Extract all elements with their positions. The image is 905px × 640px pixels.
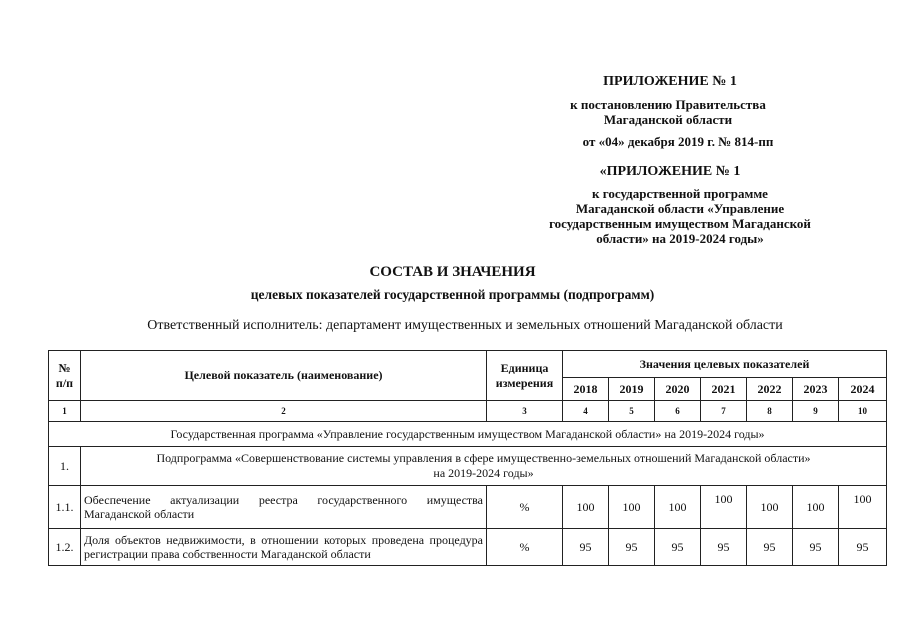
indicator-value: 95	[793, 529, 839, 566]
col-values-header: Значения целевых показателей	[563, 351, 887, 378]
row-number: 1.2.	[49, 529, 81, 566]
col-number: 5	[609, 401, 655, 422]
program-row	[49, 422, 887, 447]
col-number: 6	[655, 401, 701, 422]
indicator-value: 95	[655, 529, 701, 566]
col-number: 8	[747, 401, 793, 422]
subprogram-title	[81, 447, 887, 486]
col-number: 7	[701, 401, 747, 422]
year-header: 2022	[747, 378, 793, 401]
col-number: 1	[49, 401, 81, 422]
indicator-value: 100	[609, 486, 655, 529]
table-row	[49, 529, 887, 566]
document-subtitle: целевых показателей государственной программы (подпрограмм)	[250, 287, 655, 302]
header-row	[49, 351, 887, 378]
decree-ref-line-2: Магаданской области	[603, 112, 733, 127]
col-name-header: Целевой показатель (наименование)	[81, 351, 487, 401]
row-number: 1.1.	[49, 486, 81, 529]
indicator-value: 100	[793, 486, 839, 529]
table-row	[49, 486, 887, 529]
subprogram-line-1: Подпрограмма «Совершенствование системы управления в сфере имущественно-земельных отношений Магаданской области»	[156, 451, 811, 465]
appendix2-title: «ПРИЛОЖЕНИЕ № 1	[599, 164, 741, 179]
document-title: СОСТАВ И ЗНАЧЕНИЯ	[369, 264, 536, 280]
appendix-title: ПРИЛОЖЕНИЕ № 1	[603, 74, 737, 89]
col-number: 3	[487, 401, 563, 422]
year-header: 2019	[609, 378, 655, 401]
col-number: 4	[563, 401, 609, 422]
year-header: 2020	[655, 378, 701, 401]
year-header: 2023	[793, 378, 839, 401]
subprogram-row	[49, 447, 887, 486]
col-number: 9	[793, 401, 839, 422]
decree-date: от «04» декабря 2019 г. № 814-пп	[582, 134, 774, 149]
decree-ref-line-1: к постановлению Правительства	[570, 97, 766, 112]
subprogram-line-2: на 2019-2024 годы»	[433, 466, 534, 480]
indicator-unit: %	[487, 486, 563, 529]
indicator-value: 100	[701, 486, 747, 529]
indicator-value: 100	[747, 486, 793, 529]
indicator-value: 100	[563, 486, 609, 529]
col-num-header: № п/п	[49, 351, 81, 401]
col-number: 10	[839, 401, 887, 422]
year-header: 2024	[839, 378, 887, 401]
subprogram-number: 1.	[49, 447, 81, 486]
indicator-value: 95	[701, 529, 747, 566]
indicator-unit: %	[487, 529, 563, 566]
program-ref-line-1: к государственной программе	[592, 186, 768, 201]
program-title: Государственная программа «Управление государственным имуществом Магаданской области» на 2019-2024 годы»	[49, 422, 887, 447]
indicator-value: 100	[655, 486, 701, 529]
program-reference	[520, 186, 840, 246]
indicator-value: 95	[609, 529, 655, 566]
col-number: 2	[81, 401, 487, 422]
program-ref-line-3: государственным имуществом Магаданской	[549, 216, 811, 231]
col-unit-header: Единица измерения	[487, 351, 563, 401]
indicator-value: 95	[747, 529, 793, 566]
indicator-value: 100	[839, 486, 887, 529]
column-numbers-row	[49, 401, 887, 422]
indicator-value: 95	[839, 529, 887, 566]
year-header: 2018	[563, 378, 609, 401]
decree-reference	[548, 97, 788, 127]
responsible-executor: Ответственный исполнитель: департамент имущественных и земельных отношений Магаданской области	[147, 318, 783, 333]
indicator-value: 95	[563, 529, 609, 566]
indicator-name: Доля объектов недвижимости, в отношении которых проведена процедура регистрации права собственности Магаданской области	[81, 529, 487, 566]
program-ref-line-4: области» на 2019-2024 годы»	[596, 231, 764, 246]
indicators-table	[48, 350, 887, 566]
year-header: 2021	[701, 378, 747, 401]
program-ref-line-2: Магаданской области «Управление	[575, 201, 785, 216]
indicator-name: Обеспечение актуализации реестра государственного имущества Магаданской области	[81, 486, 487, 529]
